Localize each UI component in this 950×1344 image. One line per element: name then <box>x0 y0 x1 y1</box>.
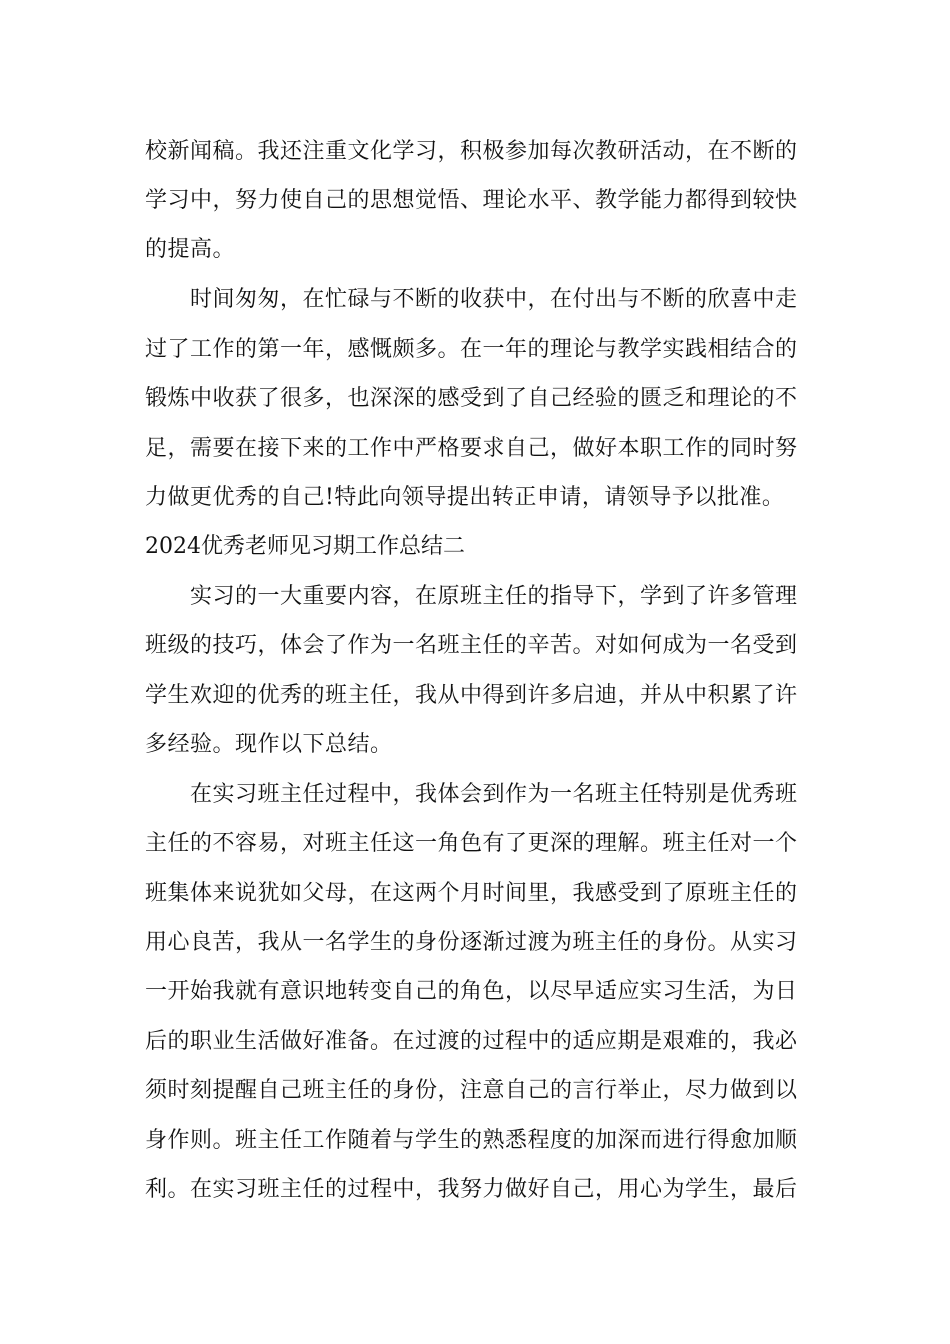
paragraph-4-line-4: 用心良苦，我从一名学生的身份逐渐过渡为班主任的身份。从实习 <box>145 930 798 955</box>
paragraph-4-line-6: 后的职业生活做好准备。在过渡的过程中的适应期是艰难的，我必 <box>145 1029 798 1054</box>
paragraph-3-line-4: 多经验。现作以下总结。 <box>145 732 393 757</box>
paragraph-2-line-5: 力做更优秀的自己!特此向领导提出转正申请，请领导予以批准。 <box>145 485 785 510</box>
paragraph-4-line-2: 主任的不容易，对班主任这一角色有了更深的理解。班主任对一个 <box>145 831 798 856</box>
paragraph-1-line-1: 校新闻稿。我还注重文化学习，积极参加每次教研活动，在不断的 <box>145 139 798 164</box>
paragraph-3-line-2: 班级的技巧，体会了作为一名班主任的辛苦。对如何成为一名受到 <box>145 633 798 658</box>
paragraph-2-line-1: 时间匆匆，在忙碌与不断的收获中，在付出与不断的欣喜中走 <box>190 287 798 312</box>
paragraph-3-line-1: 实习的一大重要内容，在原班主任的指导下，学到了许多管理 <box>190 584 798 609</box>
paragraph-1-line-2: 学习中，努力使自己的思想觉悟、理论水平、教学能力都得到较快 <box>145 188 798 213</box>
paragraph-2-line-2: 过了工作的第一年，感慨颇多。在一年的理论与教学实践相结合的 <box>145 337 798 362</box>
section-heading: 2024优秀老师见习期工作总结二 <box>145 534 465 559</box>
paragraph-4-line-1: 在实习班主任过程中，我体会到作为一名班主任特别是优秀班 <box>190 782 798 807</box>
paragraph-4-line-9: 利。在实习班主任的过程中，我努力做好自己，用心为学生，最后 <box>145 1177 798 1202</box>
paragraph-4-line-8: 身作则。班主任工作随着与学生的熟悉程度的加深而进行得愈加顺 <box>145 1128 798 1153</box>
paragraph-4-line-5: 一开始我就有意识地转变自己的角色，以尽早适应实习生活，为日 <box>145 979 798 1004</box>
paragraph-2-line-4: 足，需要在接下来的工作中严格要求自己，做好本职工作的同时努 <box>145 436 798 461</box>
paragraph-4-line-7: 须时刻提醒自己班主任的身份，注意自己的言行举止，尽力做到以 <box>145 1078 798 1103</box>
paragraph-4-line-3: 班集体来说犹如父母，在这两个月时间里，我感受到了原班主任的 <box>145 881 798 906</box>
paragraph-3-line-3: 学生欢迎的优秀的班主任，我从中得到许多启迪，并从中积累了许 <box>145 683 798 708</box>
paragraph-2-line-3: 锻炼中收获了很多，也深深的感受到了自己经验的匮乏和理论的不 <box>145 386 798 411</box>
paragraph-1-line-3: 的提高。 <box>145 237 236 262</box>
